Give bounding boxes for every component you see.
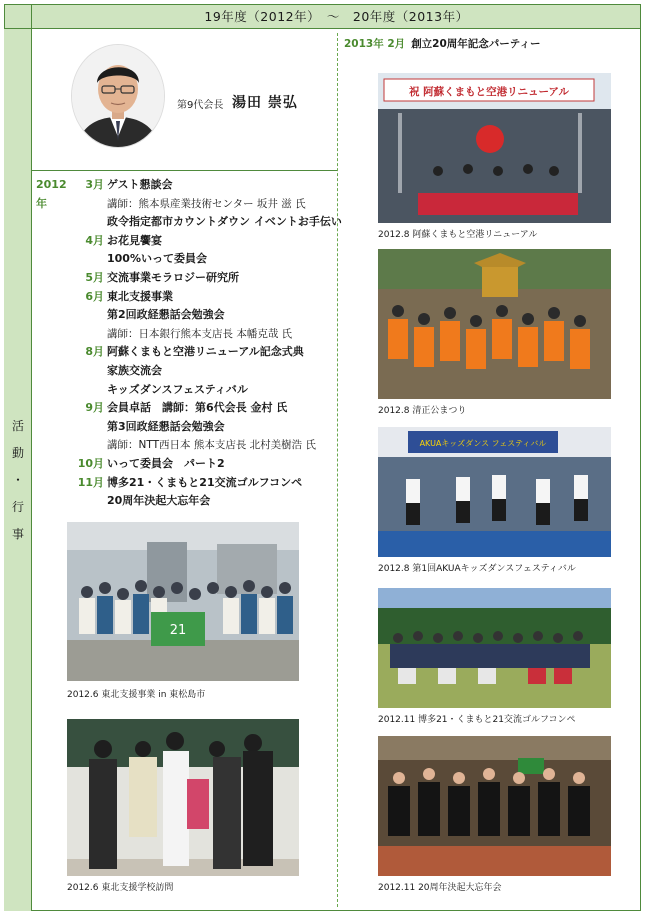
- photo-sign-text: AKUAキッズダンス フェスティバル: [419, 439, 547, 448]
- event-text: 第3回政経懇話会勉強会: [107, 419, 225, 433]
- photo-caption: 2012.8 清正公まつり: [378, 406, 467, 416]
- section-rule: [32, 170, 337, 171]
- side-label-char: 行: [11, 500, 24, 514]
- page-title: 19年度（2012年） ～ 20年度（2013年）: [204, 9, 469, 24]
- event-row: [36, 213, 342, 232]
- svg-text:21: 21: [169, 623, 187, 638]
- event-text: 講師：熊本県産業技術センター 坂井 滋 氏: [107, 197, 306, 210]
- anniversary-heading: [344, 36, 540, 51]
- anniversary-title: 創立20周年記念パーティー: [411, 38, 541, 50]
- event-text: 会員卓話 講師：第6代会長 金村 氏: [107, 401, 288, 415]
- leader-role: 第9代会長: [177, 100, 224, 111]
- photo-caption: 2012.8 第1回AKUAキッズダンスフェスティバル: [378, 564, 576, 574]
- event-month: 6月: [85, 289, 104, 303]
- event-month: 5月: [85, 270, 104, 284]
- event-list: [36, 176, 342, 511]
- side-label-char: ・: [11, 473, 24, 487]
- event-year: 2012年: [36, 178, 67, 210]
- column-divider: [337, 33, 338, 907]
- photo-airport-renewal: [378, 73, 611, 223]
- event-text: 政令指定都市カウントダウン イベントお手伝い: [107, 215, 342, 229]
- side-label: [4, 413, 32, 548]
- event-row: [36, 232, 336, 251]
- event-text: 博多21・くまもと21交流ゴルフコンペ: [107, 475, 303, 489]
- photo-golf: [378, 588, 611, 708]
- side-label-char: 事: [11, 527, 24, 541]
- event-text: 100%いって委員会: [107, 252, 207, 266]
- event-row: [36, 325, 336, 344]
- photo-festival: [378, 249, 611, 399]
- event-row: [36, 418, 336, 437]
- event-month: 9月: [85, 401, 104, 415]
- event-row: [36, 436, 336, 455]
- photo-school-visit: [67, 719, 299, 876]
- event-row: [36, 362, 336, 381]
- header-corner: [4, 4, 32, 29]
- photo-year-end-party: [378, 736, 611, 876]
- event-row: [36, 474, 336, 493]
- leader-name: 湯田 崇弘: [232, 95, 298, 111]
- event-month: 11月: [77, 475, 104, 489]
- photo-kids-dance: [378, 427, 611, 557]
- event-text: 阿蘇くまもと空港リニューアル記念式典: [107, 345, 304, 359]
- side-label-char: 活: [11, 419, 24, 433]
- side-column: [4, 29, 32, 911]
- photo-caption: 2012.11 博多21・くまもと21交流ゴルフコンペ: [378, 715, 576, 725]
- event-row: [36, 492, 336, 511]
- event-row: [36, 399, 336, 418]
- event-text: 講師：日本銀行熊本支店長 本幡克哉 氏: [107, 327, 293, 340]
- photo-caption: 2012.6 東北支援事業 in 東松島市: [67, 690, 206, 700]
- event-row: [36, 288, 336, 307]
- event-text: キッズダンスフェスティバル: [107, 382, 248, 396]
- event-text: いって委員会 パート2: [107, 456, 225, 470]
- event-row: [36, 306, 336, 325]
- event-text: 交流事業モラロジー研究所: [107, 270, 239, 284]
- event-text: 20周年決起大忘年会: [107, 494, 211, 508]
- event-row: [36, 195, 336, 214]
- leader-portrait: [71, 44, 165, 148]
- event-text: 講師：NTT西日本 熊本支店長 北村美樹浩 氏: [107, 439, 317, 452]
- event-month: 10月: [77, 456, 104, 470]
- event-month: 8月: [85, 345, 104, 359]
- photo-caption: 2012.8 阿蘇くまもと空港リニューアル: [378, 230, 538, 240]
- anniversary-date: 2013年 2月: [344, 38, 406, 50]
- event-text: ゲスト懇談会: [107, 178, 173, 191]
- event-row: [36, 381, 336, 400]
- event-row: [36, 269, 336, 288]
- photo-sign-text: 祝 阿蘇くまもと空港リニューアル: [409, 86, 569, 98]
- event-month: 3月: [85, 178, 104, 191]
- event-text: 東北支援事業: [107, 289, 173, 303]
- event-text: 家族交流会: [107, 363, 162, 377]
- event-row: [36, 343, 336, 362]
- event-month: 4月: [85, 233, 104, 247]
- photo-tohoku-group: [67, 522, 299, 681]
- event-text: 第2回政経懇話会勉強会: [107, 308, 225, 322]
- event-row: [36, 455, 336, 474]
- event-row: [36, 250, 336, 269]
- event-text: お花見饗宴: [107, 233, 162, 247]
- photo-caption: 2012.6 東北支援学校訪問: [67, 883, 174, 893]
- side-label-char: 動: [11, 446, 24, 460]
- photo-caption: 2012.11 20周年決起大忘年会: [378, 883, 502, 893]
